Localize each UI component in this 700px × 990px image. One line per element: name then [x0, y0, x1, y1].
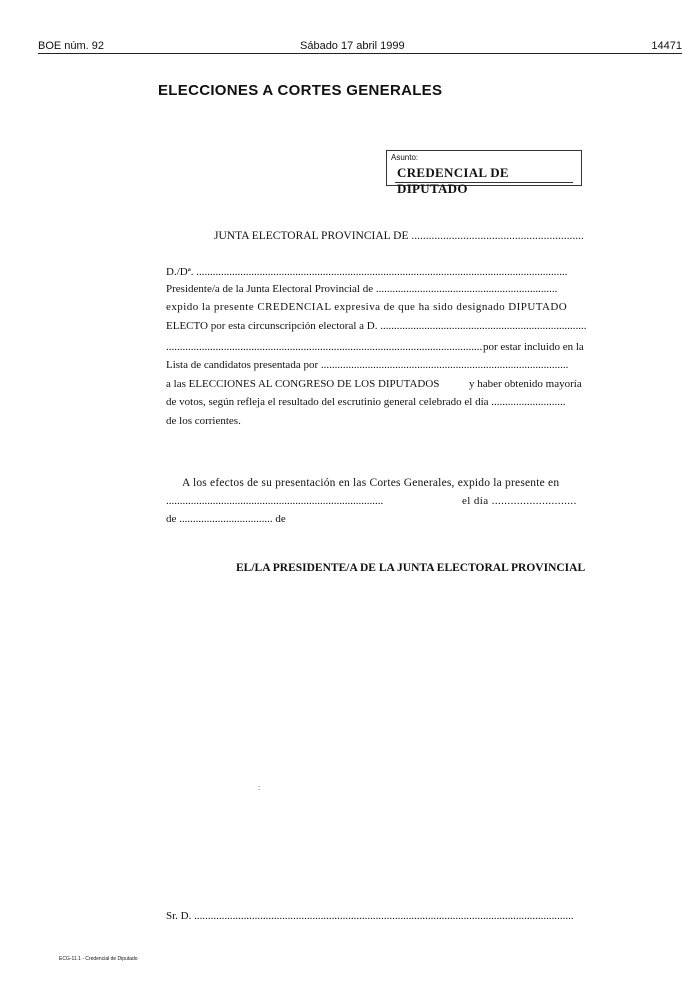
- body-line-1: D./Dª. .......................................................................................................................................: [166, 266, 568, 278]
- body-line-2: Presidente/a de la Junta Electoral Provincial de ..................................................................: [166, 283, 558, 295]
- subject-value: CREDENCIAL DE DIPUTADO: [397, 165, 509, 196]
- scan-speck: :: [258, 783, 261, 792]
- closing-line-2-dots: ...............................................................................: [166, 495, 384, 507]
- body-line-5-text: por estar incluido en la: [483, 341, 584, 353]
- body-line-5-dots: ...................................................................................................................: [166, 341, 483, 353]
- body-line-7-left: a las ELECCIONES AL CONGRESO DE LOS DIPUTADOS: [166, 378, 440, 390]
- body-line-4: ELECTO por esta circunscripción electoral a D. ...........................................................................: [166, 320, 587, 332]
- body-line-6: Lista de candidatos presentada por ..........................................................................................: [166, 359, 569, 371]
- subject-underline: [395, 182, 573, 183]
- body-line-7-right: y haber obtenido mayoría: [469, 378, 582, 390]
- closing-line-3: de .................................. de: [166, 513, 286, 525]
- subject-box: [386, 150, 582, 196]
- signature-line: EL/LA PRESIDENTE/A DE LA JUNTA ELECTORAL PROVINCIAL: [236, 562, 586, 574]
- junta-line: JUNTA ELECTORAL PROVINCIAL DE ............................................................: [214, 230, 584, 242]
- journal-issue: BOE núm. 92: [38, 40, 105, 52]
- subject-label: Asunto:: [391, 153, 419, 162]
- body-line-9: de los corrientes.: [166, 415, 241, 427]
- addressee-line: Sr. D. ..........................................................................................................................................: [166, 910, 574, 922]
- page-number: 14471: [651, 40, 682, 52]
- publication-date: Sábado 17 abril 1999: [300, 40, 405, 52]
- form-code: ECG-11.1 - Credencial de Diputado: [59, 956, 138, 962]
- body-line-3: expido la presente CREDENCIAL expresiva de que ha sido designado DIPUTADO: [166, 301, 568, 313]
- header-divider: [38, 53, 682, 54]
- closing-line-1: A los efectos de su presentación en las Cortes Generales, expido la presente en: [182, 477, 560, 489]
- closing-line-2-text: el día ...........................: [462, 495, 577, 507]
- page-header: [38, 40, 682, 54]
- document-title: ELECCIONES A CORTES GENERALES: [158, 82, 443, 99]
- body-line-8: de votos, según refleja el resultado del escrutinio general celebrado el día ...........................: [166, 396, 566, 408]
